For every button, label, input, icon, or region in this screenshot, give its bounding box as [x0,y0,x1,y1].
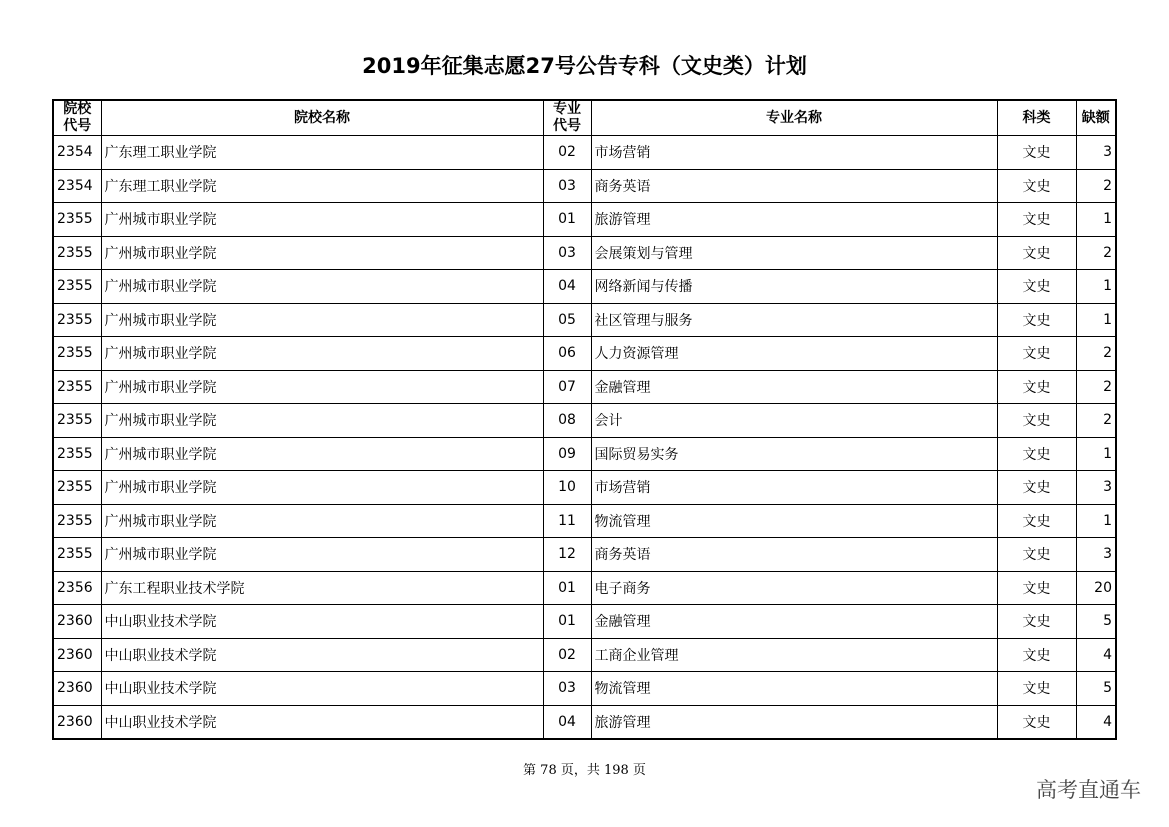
cell-category: 文史 [997,638,1076,672]
header-quota: 缺额 [1076,100,1116,136]
cell-category: 文史 [997,471,1076,505]
cell-school-code: 2355 [53,437,101,471]
cell-quota: 4 [1076,705,1116,739]
cell-school-code: 2355 [53,471,101,505]
cell-school-code: 2354 [53,169,101,203]
cell-major-code: 02 [543,136,591,170]
cell-school-code: 2356 [53,571,101,605]
cell-quota: 3 [1076,538,1116,572]
page-title: 2019年征集志愿27号公告专科（文史类）计划 [362,54,807,78]
header-school-name: 院校名称 [101,100,543,136]
cell-quota: 1 [1076,203,1116,237]
cell-school-code: 2355 [53,203,101,237]
cell-major-name: 网络新闻与传播 [591,270,997,304]
page-footer: 第 78 页，共 198 页 [523,763,646,778]
table-row [53,136,1116,170]
cell-major-name: 人力资源管理 [591,337,997,371]
cell-major-name: 国际贸易实务 [591,437,997,471]
cell-school-name: 广州城市职业学院 [101,236,543,270]
cell-school-code: 2355 [53,370,101,404]
header-school-code: 院校代号 [53,100,101,136]
cell-category: 文史 [997,571,1076,605]
cell-category: 文史 [997,605,1076,639]
cell-school-code: 2360 [53,705,101,739]
cell-quota: 1 [1076,504,1116,538]
cell-major-name: 商务英语 [591,169,997,203]
cell-category: 文史 [997,404,1076,438]
table-header-row [53,100,1116,136]
cell-major-code: 12 [543,538,591,572]
cell-category: 文史 [997,236,1076,270]
cell-school-name: 中山职业技术学院 [101,605,543,639]
cell-school-name: 广州城市职业学院 [101,370,543,404]
watermark: 高考直通车 [1036,778,1141,802]
cell-major-name: 工商企业管理 [591,638,997,672]
cell-quota: 3 [1076,136,1116,170]
cell-school-name: 广州城市职业学院 [101,504,543,538]
cell-quota: 5 [1076,672,1116,706]
cell-quota: 2 [1076,236,1116,270]
cell-quota: 3 [1076,471,1116,505]
cell-quota: 1 [1076,303,1116,337]
cell-school-code: 2355 [53,538,101,572]
table-row [53,203,1116,237]
cell-major-name: 社区管理与服务 [591,303,997,337]
cell-major-code: 07 [543,370,591,404]
cell-major-code: 05 [543,303,591,337]
cell-major-code: 11 [543,504,591,538]
cell-category: 文史 [997,370,1076,404]
cell-major-name: 会展策划与管理 [591,236,997,270]
cell-major-code: 01 [543,203,591,237]
cell-school-code: 2354 [53,136,101,170]
cell-major-name: 金融管理 [591,605,997,639]
cell-school-name: 广州城市职业学院 [101,538,543,572]
cell-school-code: 2360 [53,638,101,672]
table-row [53,638,1116,672]
cell-major-code: 02 [543,638,591,672]
cell-category: 文史 [997,203,1076,237]
cell-major-name: 商务英语 [591,538,997,572]
cell-school-name: 广州城市职业学院 [101,437,543,471]
table-row [53,169,1116,203]
table-row [53,270,1116,304]
cell-major-code: 03 [543,236,591,270]
cell-category: 文史 [997,270,1076,304]
cell-category: 文史 [997,169,1076,203]
cell-quota: 2 [1076,337,1116,371]
cell-school-name: 广东理工职业学院 [101,136,543,170]
cell-major-name: 旅游管理 [591,705,997,739]
cell-school-code: 2355 [53,303,101,337]
cell-category: 文史 [997,504,1076,538]
cell-major-name: 物流管理 [591,504,997,538]
cell-major-code: 04 [543,705,591,739]
cell-quota: 5 [1076,605,1116,639]
cell-category: 文史 [997,538,1076,572]
cell-major-name: 旅游管理 [591,203,997,237]
header-major-code: 专业代号 [543,100,591,136]
table-row [53,404,1116,438]
table-row [53,303,1116,337]
cell-quota: 20 [1076,571,1116,605]
cell-major-name: 电子商务 [591,571,997,605]
table-row [53,370,1116,404]
cell-quota: 1 [1076,437,1116,471]
table-row [53,337,1116,371]
cell-school-code: 2360 [53,605,101,639]
cell-quota: 2 [1076,169,1116,203]
cell-school-name: 中山职业技术学院 [101,705,543,739]
cell-school-code: 2355 [53,236,101,270]
table-row [53,538,1116,572]
cell-major-name: 金融管理 [591,370,997,404]
cell-school-code: 2355 [53,504,101,538]
cell-major-code: 09 [543,437,591,471]
cell-major-name: 会计 [591,404,997,438]
cell-category: 文史 [997,136,1076,170]
cell-major-code: 03 [543,169,591,203]
cell-quota: 2 [1076,404,1116,438]
cell-school-name: 广东工程职业技术学院 [101,571,543,605]
cell-school-name: 广州城市职业学院 [101,337,543,371]
table-row [53,605,1116,639]
cell-school-code: 2355 [53,270,101,304]
cell-major-code: 08 [543,404,591,438]
cell-school-name: 广州城市职业学院 [101,404,543,438]
cell-major-name: 市场营销 [591,471,997,505]
cell-major-code: 01 [543,605,591,639]
header-category: 科类 [997,100,1076,136]
cell-school-code: 2355 [53,404,101,438]
cell-school-name: 广东理工职业学院 [101,169,543,203]
cell-quota: 4 [1076,638,1116,672]
cell-school-name: 广州城市职业学院 [101,471,543,505]
table-row [53,471,1116,505]
cell-category: 文史 [997,303,1076,337]
cell-school-name: 广州城市职业学院 [101,303,543,337]
cell-major-name: 市场营销 [591,136,997,170]
cell-major-code: 01 [543,571,591,605]
cell-category: 文史 [997,705,1076,739]
plan-table [52,99,1117,740]
cell-major-code: 06 [543,337,591,371]
cell-school-name: 中山职业技术学院 [101,672,543,706]
cell-major-code: 03 [543,672,591,706]
cell-category: 文史 [997,672,1076,706]
header-major-name: 专业名称 [591,100,997,136]
cell-category: 文史 [997,437,1076,471]
cell-quota: 2 [1076,370,1116,404]
cell-major-code: 04 [543,270,591,304]
table-row [53,571,1116,605]
cell-category: 文史 [997,337,1076,371]
cell-school-name: 中山职业技术学院 [101,638,543,672]
table-row [53,236,1116,270]
table-row [53,672,1116,706]
cell-major-code: 10 [543,471,591,505]
table-row [53,504,1116,538]
table-row [53,705,1116,739]
cell-quota: 1 [1076,270,1116,304]
table-row [53,437,1116,471]
cell-school-code: 2355 [53,337,101,371]
cell-school-name: 广州城市职业学院 [101,270,543,304]
cell-school-code: 2360 [53,672,101,706]
cell-major-name: 物流管理 [591,672,997,706]
table-body [53,136,1116,740]
cell-school-name: 广州城市职业学院 [101,203,543,237]
